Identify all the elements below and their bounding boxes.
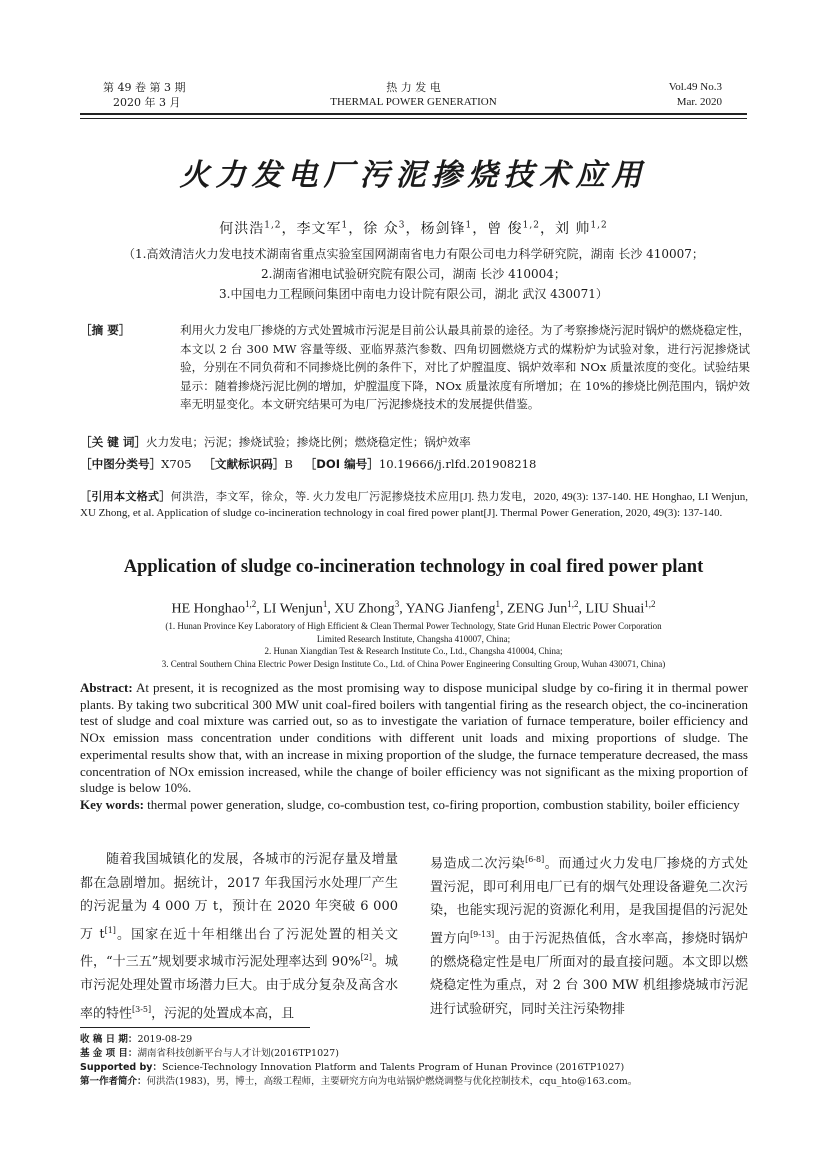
abstract-cn-text: 利用火力发电厂掺烧的方式处置城市污泥是目前公认最具前景的途径。为了考察掺烧污泥时锅炉的燃烧稳定性，本文以 2 台 300 MW 容量等级、亚临界蒸汽参数、四角切圆燃烧方式的煤粉炉为试验对象，进行污泥掺烧试验，分别在不同负荷和不同掺烧比例的条件下，对比了炉膛温度、锅炉效率和 NOx 质量浓度的变化。试验结果显示：随着掺烧污泥比例的增加，炉膛温度下降，NOx 质量浓度有所增加；在 10%的掺烧比例范围内，锅炉效率无明显变化。本文研究结果可为电厂污泥掺烧技术的发展提供借鉴。 bbox=[180, 323, 750, 411]
author-name: 李文军 bbox=[296, 221, 342, 237]
author-affiliation-mark: 1,2 bbox=[590, 220, 608, 231]
body-text: 。由于污泥热值低，含水率高，掺烧时锅炉的燃烧稳定性是电厂所面对的最直接问题。本文即以燃烧稳定性为重点，对 2 台 300 MW 机组掺烧城市污泥进行试验研究，同时关注污染物排 bbox=[430, 931, 748, 1017]
author-name: ZENG Jun bbox=[507, 601, 568, 617]
author-affiliation-mark: 1 bbox=[465, 220, 473, 231]
affiliations-cn bbox=[0, 244, 827, 304]
author-name: 刘 帅 bbox=[554, 221, 591, 237]
author-name: 曾 俊 bbox=[487, 221, 523, 237]
author-affiliation-mark: 1 bbox=[322, 599, 328, 609]
body-column-left bbox=[80, 848, 398, 1025]
footnote-rule bbox=[80, 1027, 310, 1028]
footnote-value: 何洪浩(1983)，男，博士，高级工程师，主要研究方向为电站锅炉燃烧调整与优化控制技术，cqu_hto@163.com。 bbox=[146, 1076, 638, 1087]
abstract-cn bbox=[80, 321, 750, 411]
doi-value: 10.19666/j.rlfd.201908218 bbox=[378, 457, 537, 471]
footnote-value: 湖南省科技创新平台与人才计划(2016TP1027) bbox=[137, 1048, 339, 1059]
footnote-key: Supported by： bbox=[80, 1062, 163, 1073]
author-affiliation-mark: 1,2 bbox=[244, 599, 257, 609]
doc-code-label: ［文献标识码］ bbox=[203, 457, 285, 471]
reference-mark: [6-8] bbox=[525, 855, 545, 864]
footnotes bbox=[80, 1033, 637, 1089]
keywords-cn-text: 火力发电；污泥；掺烧试验；掺烧比例；燃烧稳定性；锅炉效率 bbox=[146, 435, 471, 449]
author-name: HE Honghao bbox=[171, 601, 245, 617]
header-rule-thick bbox=[80, 113, 747, 115]
paper-title-cn: 火力发电厂污泥掺烧技术应用 bbox=[179, 158, 648, 193]
author-affiliation-mark: 1,2 bbox=[264, 220, 282, 231]
affiliation-en-3: 3. Central Southern China Electric Power Design Institute Co., Ltd. of China Power Engineering Consulting Group, Wuhan 430071, China) bbox=[161, 658, 666, 669]
body-text: 。国家在近十年相继出台了污泥处置的相关文件，“十三五”规划要求城市污泥处理率达到 90% bbox=[80, 926, 398, 970]
author-affiliation-mark: 1,2 bbox=[644, 599, 656, 609]
reference-mark: [3-5] bbox=[132, 1004, 152, 1014]
footnote-row bbox=[80, 1061, 637, 1075]
body-text: 。而通过火力发电厂掺烧的方式处置污泥，即可利用电厂已有的烟气处理设备避免二次污染，也能实现污泥的资源化利用，是我国提倡的污泥处置方向 bbox=[430, 856, 748, 947]
affiliation-en-2: 2. Hunan Xiangdian Test & Research Institute Co., Ltd., Changsha 410004, China; bbox=[264, 646, 563, 656]
body-text: 易造成二次污染 bbox=[430, 856, 526, 872]
keywords-en-label: Key words: bbox=[80, 796, 144, 812]
doi-label: ［DOI 编号］ bbox=[304, 457, 379, 471]
author-name: LIU Shuai bbox=[585, 601, 645, 617]
body-text: 随着我国城镇化的发展，各城市的污泥存量及增量都在急剧增加。据统计，2017 年我国污水处理厂产生的污泥量为 4 000 万 t，预计在 2020 年突破 6 000 万 t bbox=[80, 852, 398, 942]
reference-mark: [1] bbox=[104, 925, 116, 935]
header-volume-en bbox=[669, 80, 722, 110]
author-name: XU Zhong bbox=[334, 601, 395, 617]
author-affiliation-mark: 3 bbox=[398, 220, 406, 231]
doc-code-value: B bbox=[284, 457, 293, 471]
footnote-value: Science-Technology Innovation Platform and Talents Program of Hunan Province (2016TP1027) bbox=[162, 1062, 625, 1073]
author-name: 徐 众 bbox=[363, 221, 399, 237]
journal-name-cn: 热 力 发 电 bbox=[386, 81, 441, 94]
citation-format bbox=[80, 489, 748, 521]
footnote-row bbox=[80, 1075, 637, 1089]
reference-mark: [2] bbox=[360, 953, 372, 963]
author-affiliation-mark: 1 bbox=[341, 220, 349, 231]
paper-title-en: Application of sludge co-incineration technology in coal fired power plant bbox=[123, 557, 704, 577]
keywords-cn bbox=[80, 433, 471, 451]
body-text: 。城市污泥处理处置市场潜力巨大。由于成分复杂及高含水率的特性 bbox=[80, 954, 398, 1021]
header-rule-thin bbox=[80, 118, 747, 119]
footnote-value: 2019-08-29 bbox=[137, 1034, 193, 1045]
affiliation-cn-1: （1.高效清洁火力发电技术湖南省重点实验室国网湖南省电力有限公司电力科学研究院，湖南 长沙 410007； bbox=[123, 247, 704, 261]
author-list-cn: 何洪浩$^{1,2}$，李文军$^1$，徐 众$^3$，杨剑锋$^1$，曾 俊$^{1,2}$，刘 帅$^{1,2}$ bbox=[219, 220, 608, 237]
footnote-row bbox=[80, 1047, 637, 1061]
keywords-en-text: thermal power generation, sludge, co-combustion test, co-firing proportion, combustion stability, boiler efficiency bbox=[147, 796, 740, 812]
body-column-right bbox=[430, 848, 748, 1021]
author-affiliation-mark: 1,2 bbox=[567, 599, 579, 609]
affiliations-en bbox=[0, 620, 827, 670]
author-name: YANG Jianfeng bbox=[405, 601, 496, 617]
author-name: 杨剑锋 bbox=[420, 221, 466, 237]
affiliation-cn-3: 3.中国电力工程顾问集团中南电力设计院有限公司，湖北 武汉 430071） bbox=[219, 287, 608, 301]
citation-text: 何洪浩，李文军，徐众，等. 火力发电厂污泥掺烧技术应用[J]. 热力发电，2020, 49(3): 137-140. HE Honghao, LI Wenjun, XU Zhong, et al. Application of sludge co-incineration technology in coal fired power plant[J]. Thermal Power Generation, 2020, 49(3): 137-140. bbox=[80, 491, 749, 519]
footnote-key: 基 金 项 目： bbox=[80, 1048, 138, 1059]
volume-issue-cn: 第 49 卷 第 3 期 bbox=[103, 81, 186, 94]
abstract-en bbox=[80, 680, 748, 814]
journal-name-en: THERMAL POWER GENERATION bbox=[330, 96, 497, 108]
author-name: LI Wenjun bbox=[263, 601, 323, 617]
footnote-row bbox=[80, 1033, 637, 1047]
clc-label: ［中图分类号］ bbox=[80, 457, 162, 471]
abstract-en-label: Abstract: bbox=[80, 680, 133, 695]
author-affiliation-mark: 1,2 bbox=[522, 220, 540, 231]
date-en: Mar. 2020 bbox=[676, 96, 722, 108]
volume-issue-en: Vol.49 No.3 bbox=[668, 81, 722, 93]
abstract-cn-label: ［摘 要］ bbox=[80, 323, 131, 337]
affiliation-en-1: (1. Hunan Province Key Laboratory of High Efficient & Clean Thermal Power Technology, State Grid Hunan Electric Power Corporation bbox=[165, 621, 662, 631]
author-affiliation-mark: 1 bbox=[495, 599, 500, 609]
author-name: 何洪浩 bbox=[219, 221, 265, 237]
footnote-key: 收 稿 日 期： bbox=[80, 1034, 138, 1045]
author-affiliation-mark: 3 bbox=[394, 599, 400, 609]
affiliation-cn-2: 2.湖南省湘电试验研究院有限公司，湖南 长沙 410004； bbox=[261, 267, 566, 281]
body-text: ，污泥的处置成本高，且 bbox=[151, 1005, 295, 1021]
abstract-en-text: At present, it is recognized as the most promising way to dispose municipal sludge by co-firing it in thermal power plants. By taking two subcritical 300 MW unit coal-fired boilers with tangential firing as the research object, the co-incineration test of sludge and coal mixture was carried out, so as to investigate the variation of furnace temperature, boiler efficiency and NOx emission mass concentration under conditions with different unit loads and mixing proportions of sludge. The experimental results show that, with an increase in mixing proportion of the sludge, the furnace temperature decreased, the mass concentration of NOx emission increased, while the change of boiler efficiency was not significant as the mixing proportion of sludge is below 10%. bbox=[80, 680, 748, 796]
footnote-key: 第一作者简介： bbox=[80, 1076, 147, 1087]
affiliation-en-1b: Limited Research Institute, Changsha 410007, China; bbox=[316, 633, 511, 644]
clc-value: X705 bbox=[161, 457, 192, 471]
date-cn: 2020 年 3 月 bbox=[113, 96, 181, 109]
reference-mark: [9-13] bbox=[470, 929, 495, 939]
keywords-cn-label: ［关 键 词］ bbox=[80, 435, 147, 449]
citation-label: ［引用本文格式］ bbox=[80, 490, 171, 503]
classification-line bbox=[80, 455, 536, 473]
author-list-en: HE Honghao$^{1,2}$, LI Wenjun$^1$, XU Zhong$^3$, YANG Jianfeng$^1$, ZENG Jun$^{1,2}$, LIU Shuai$^{1,2}$ bbox=[171, 599, 656, 617]
